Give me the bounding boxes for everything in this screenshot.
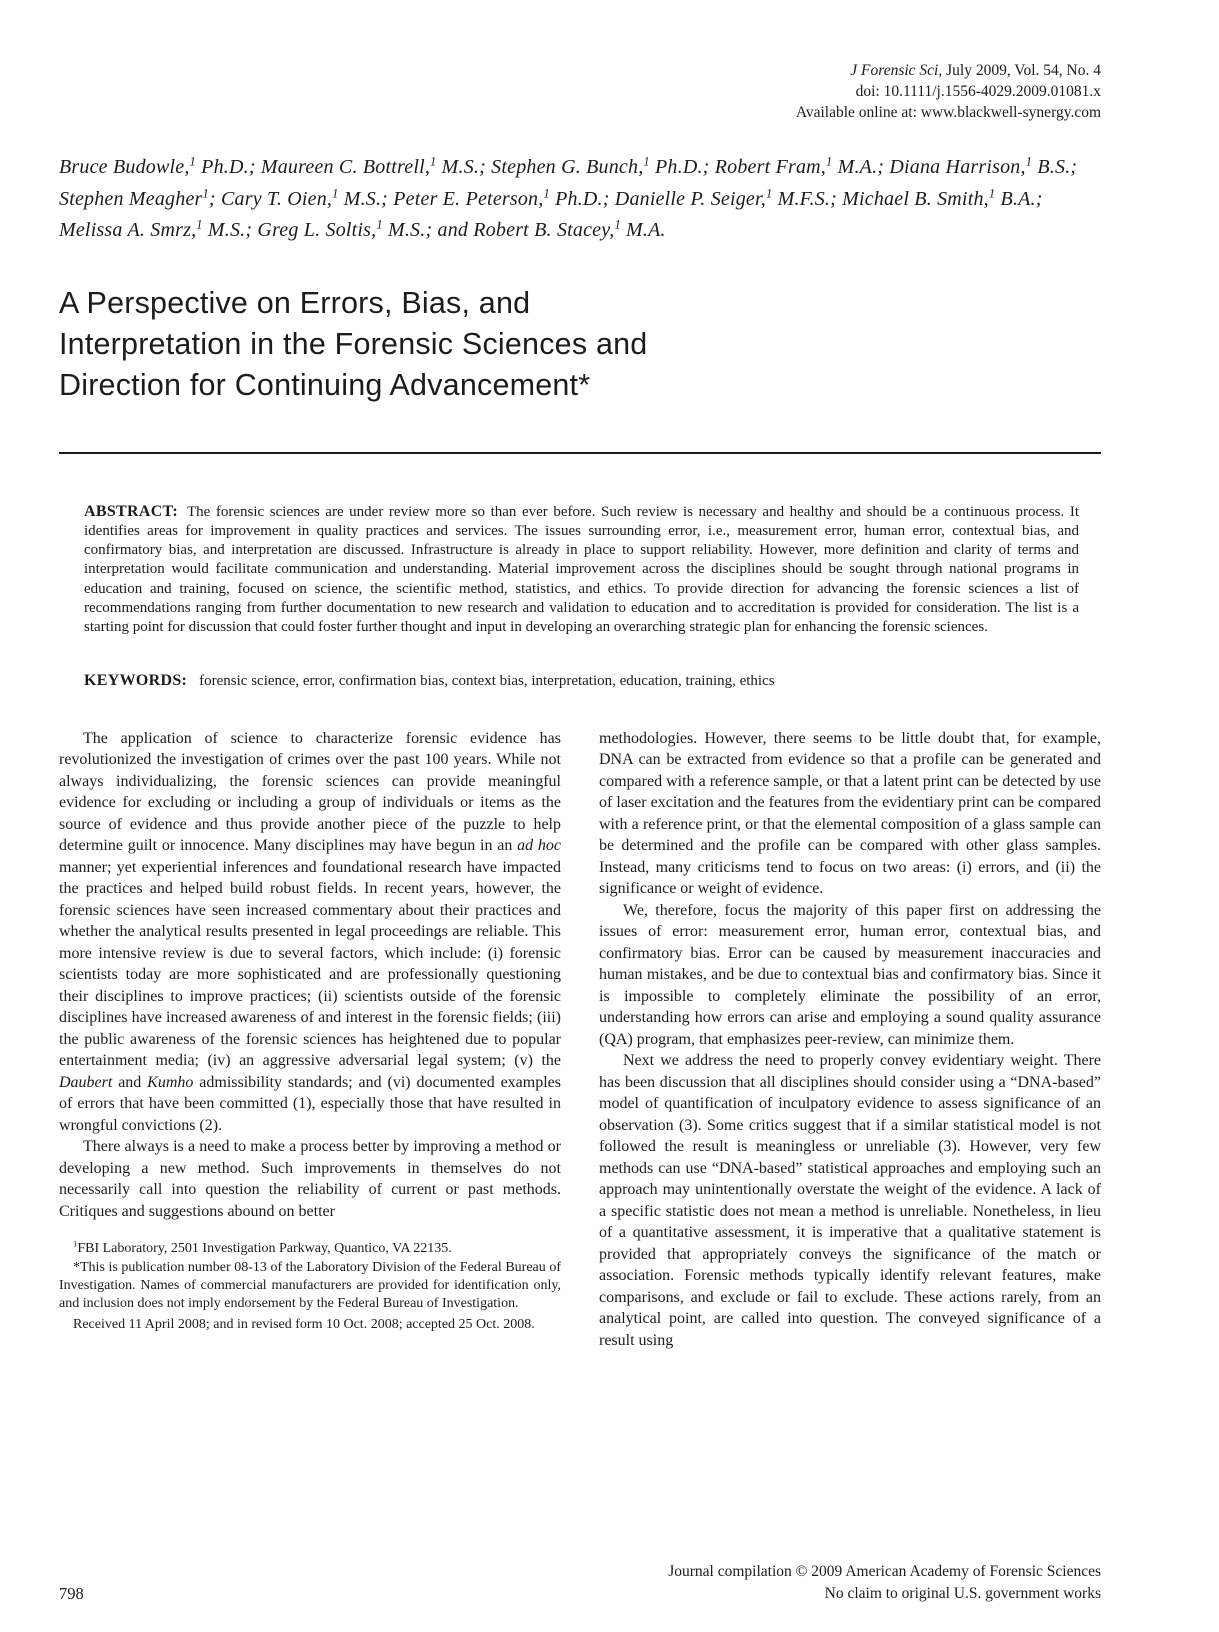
body-paragraph: Next we address the need to properly convey evidentiary weight. There has been discussion that all disciplines should consider using a “DNA-based” model of quantification of inculpatory evidence to assess significance of an observation (3). Some critics suggest that if a similar statistical model is not followed the result is meaningless or unreliable (3). However, very few methods can use “DNA-based” statistical approaches and employing such an approach may unintentionally overstate the weight of the evidence. A lack of a specific statistic does not mean a method is unreliable. Nonetheless, in lieu of a quantitative assessment, it is imperative that a qualitative statement is provided that appropriately conveys the significance of the match or association. Forensic methods typically identify relevant features, make comparisons, and exclude or fail to exclude. These actions rarely, from an analytical point, are called into question. The conveyed significance of a result using (599, 1052, 1101, 1349)
body-paragraph: We, therefore, focus the majority of this paper first on addressing the issues of error: measurement error, human error, contextual bias, and confirmatory bias. Error can be caused by measurement inaccuracies and human mistakes, and be due to contextual bias and confirmatory bias. Since it is impossible to completely eliminate the possibility of an error, understanding how errors can arise and employing a sound quality assurance (QA) program, that emphasizes peer-review, can minimize them. (599, 901, 1101, 1048)
issue-info: July 2009, Vol. 54, No. 4 (942, 62, 1101, 79)
body-paragraph: methodologies. However, there seems to be little doubt that, for example, DNA can be extracted from evidence so that a profile can be generated and compared with a reference sample, or that a latent print can be detected by use of laser excitation and the features from the evidentiary print can be compared with a reference print, or that the elemental composition of a glass sample can be determined and the profile can be compared with other glass samples. Instead, many criticisms tend to focus on two areas: (i) errors, and (ii) the significance or weight of evidence. (599, 729, 1101, 898)
body-paragraph: There always is a need to make a process better by improving a method or developing a new method. Such improvements in themselves do not necessarily call into question the reliability of current or past methods. Critiques and suggestions abound on better (59, 1138, 561, 1220)
journal-name: J Forensic Sci, (850, 62, 943, 79)
journal-header (59, 60, 1101, 123)
page-number: 798 (59, 1584, 84, 1603)
abstract-section (84, 502, 1079, 638)
abstract-label: ABSTRACT: (84, 502, 178, 520)
title-line-2: Interpretation in the Forensic Sciences and (59, 326, 648, 361)
footnote: $^1$FBI Laboratory, 2501 Investigation Parkway, Quantico, VA 22135. (73, 1238, 452, 1257)
page-footer (59, 1561, 1101, 1604)
footnotes (59, 1240, 561, 1334)
body-paragraph: The application of science to characterize forensic evidence has revolutionized the investigation of crimes over the past 100 years. While not always individualizing, the forensic sciences can provide meaningful evidence for excluding or including a group of individuals or items as the source of evidence and thus provide another piece of the puzzle to help determine guilt or innocence. Many disciplines may have begun in an ad hoc manner; yet experiential inferences and foundational research have impacted the practices and helped build robust fields. In recent years, however, the forensic sciences have seen increased commentary about their practices and whether the analytical results presented in legal proceedings are reliable. This more intensive review is due to several factors, which include: (i) forensic scientists today are more sophisticated and are professionally questioning their disciplines to improve practices; (ii) scientists outside of the forensic disciplines have increased awareness of and interest in the forensic fields; (iii) the public awareness of the forensic sciences has heightened due to popular entertainment media; (iv) an aggressive adversarial legal system; (v) the Daubert and Kumho admissibility standards; and (vi) documented examples of errors that have been committed (1), especially those that have resulted in wrongful convictions (2). (59, 729, 561, 1134)
keywords-text: forensic science, error, confirmation bias, context bias, interpretation, education, training, ethics (199, 672, 775, 689)
right-column-text (599, 728, 1101, 1352)
divider-rule (59, 452, 1101, 454)
journal-compilation-line: Journal compilation © 2009 American Academy of Forensic Sciences (668, 1563, 1101, 1580)
author-list: Bruce Budowle,$^1$ Ph.D.; Maureen C. Bottrell,$^1$ M.S.; Stephen G. Bunch,$^1$ Ph.D.; Robert Fram,$^1$ M.A.; Diana Harrison,$^1$ B.S.; Stephen Meagher$^1$; Cary T. Oien,$^1$ M.S.; Peter E. Peterson,$^1$ Ph.D.; Danielle P. Seiger,$^1$ M.F.S.; Michael B. Smith,$^1$ B.A.; Melissa A. Smrz,$^1$ M.S.; Greg L. Soltis,$^1$ M.S.; and Robert B. Stacey,$^1$ M.A. (59, 154, 1078, 241)
footnote: *This is publication number 08-13 of the Laboratory Division of the Federal Bureau of Investigation. Names of commercial manufacturers are provided for identification only, and inclusion does not imply endorsement by the Federal Bureau of Investigation. (59, 1259, 561, 1311)
footer-rights (668, 1561, 1101, 1604)
left-column (59, 728, 561, 1352)
abstract-text: The forensic sciences are under review more so than ever before. Such review is necessary and healthy and should be a continuous process. It identifies areas for improvement in quality practices and services. The issues surrounding error, i.e., measurement error, human error, contextual bias, and confirmatory bias, and interpretation are discussed. Infrastructure is already in place to support reliability. However, more definition and clarity of terms and interpretation would facilitate communication and understanding. Material improvement across the disciplines should be sought through national programs in education and training, focused on science, the scientific method, statistics, and ethics. To provide direction for advancing the forensic sciences a list of recommendations ranging from further documentation to new research and validation to education and to accreditation is provided for consideration. The list is a starting point for discussion that could foster further thought and input in developing an overarching strategic plan for enhancing the forensic sciences. (84, 503, 1079, 636)
left-column-text (59, 728, 561, 1223)
journal-citation-line (59, 60, 1101, 81)
availability-line: Available online at: www.blackwell-synergy.com (795, 104, 1101, 121)
right-column (599, 728, 1101, 1352)
keywords-section (84, 671, 1079, 691)
body-columns (59, 728, 1101, 1352)
footnote: Received 11 April 2008; and in revised form 10 Oct. 2008; accepted 25 Oct. 2008. (73, 1317, 535, 1333)
article-title (59, 283, 1101, 406)
title-line-1: A Perspective on Errors, Bias, and (59, 285, 531, 320)
government-works-line: No claim to original U.S. government works (824, 1584, 1101, 1602)
title-line-3: Direction for Continuing Advancement* (59, 367, 591, 402)
doi-line: doi: 10.1111/j.1556-4029.2009.01081.x (855, 83, 1101, 100)
keywords-label: KEYWORDS: (84, 671, 188, 689)
